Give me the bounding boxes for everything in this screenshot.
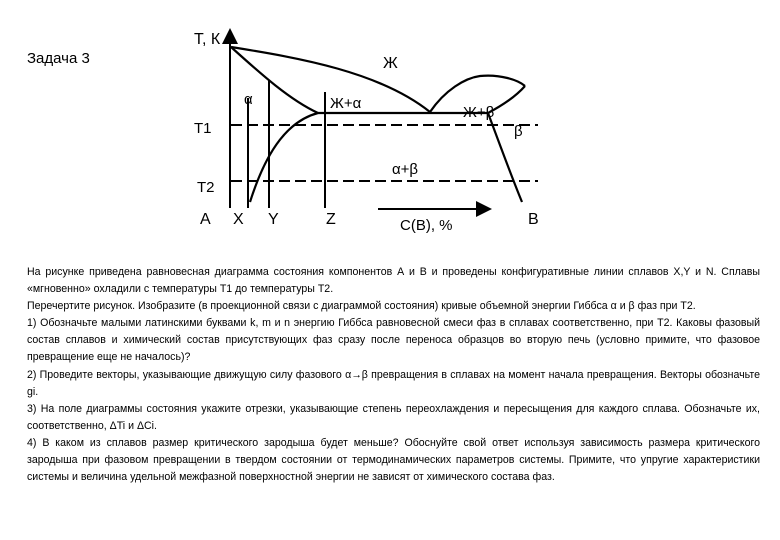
problem-paragraph-6: 4) В каком из сплавов размер критического зародыша будет меньше? Обоснуйте свой ответ используя зависимость размера критического зародыша при фазовом превращении в твердом состоянии от термодинамических параметров системы. Примите, что упругие характеристики системы и величина удельной межфазной поверхностной энергии не зависят от химического состава фаз. <box>27 436 760 484</box>
temperature-axis-label: Т, К <box>194 31 221 48</box>
problem-paragraph-1: На рисунке приведена равновесная диаграмма состояния компонентов А и В и проведены конфигуративные линии сплавов X,Y и N. Сплавы «мгновенно» охладили с температуры Т1 до температуры Т2. <box>27 266 760 296</box>
alloy-x-label: X <box>233 211 244 228</box>
component-a-label: А <box>200 211 211 228</box>
solvus-line-alpha <box>250 113 318 202</box>
t1-label <box>194 120 212 137</box>
alpha-phase-label: α <box>244 91 253 108</box>
component-b-label: В <box>528 211 539 228</box>
problem-paragraph-4: 2) Проведите векторы, указывающие движущую силу фазового α→β превращения в сплавах на момент начала превращения. Векторы обозначьте gi. <box>27 368 760 398</box>
phase-diagram <box>0 0 780 262</box>
liquid-beta-region-label: Ж+β <box>463 104 495 121</box>
t2-label <box>197 179 215 196</box>
liquid-alpha-region-label: Ж+α <box>330 95 362 112</box>
problem-paragraph-5: 3) На поле диаграммы состояния укажите отрезки, указывающие степень переохлаждения и пересыщения для каждого сплава. Обозначьте их, соответственно, ΔTi и ΔСi. <box>27 402 760 432</box>
t1-label-text: Т1 <box>194 120 212 137</box>
t2-label-text: Т2 <box>197 179 215 196</box>
alloy-y-label: Y <box>268 211 279 228</box>
problem-paragraph-2: Перечертите рисунок. Изобразите (в проекционной связи с диаграммой состояния) кривые объемной энергии Гиббса α и β фаз при Т2. <box>27 300 696 313</box>
composition-axis-label: С(В), % <box>400 217 453 234</box>
problem-text <box>27 264 760 486</box>
alpha-beta-region-label: α+β <box>392 161 419 178</box>
liquid-phase-label: Ж <box>383 55 398 72</box>
problem-paragraph-3: 1) Обозначьте малыми латинскими буквами k, m и n энергию Гиббса равновесной смеси фаз в сплавах соответственно, при Т2. Каковы фазовый состав сплавов и химический состав присутствующих фаз сразу после переноса образцов во вторую печь (условно примите, что фазовое превращение еще не началось)? <box>27 317 760 364</box>
beta-phase-label: β <box>514 123 523 140</box>
task-title: Задача 3 <box>27 50 90 67</box>
alloy-z-label: Z <box>326 211 336 228</box>
